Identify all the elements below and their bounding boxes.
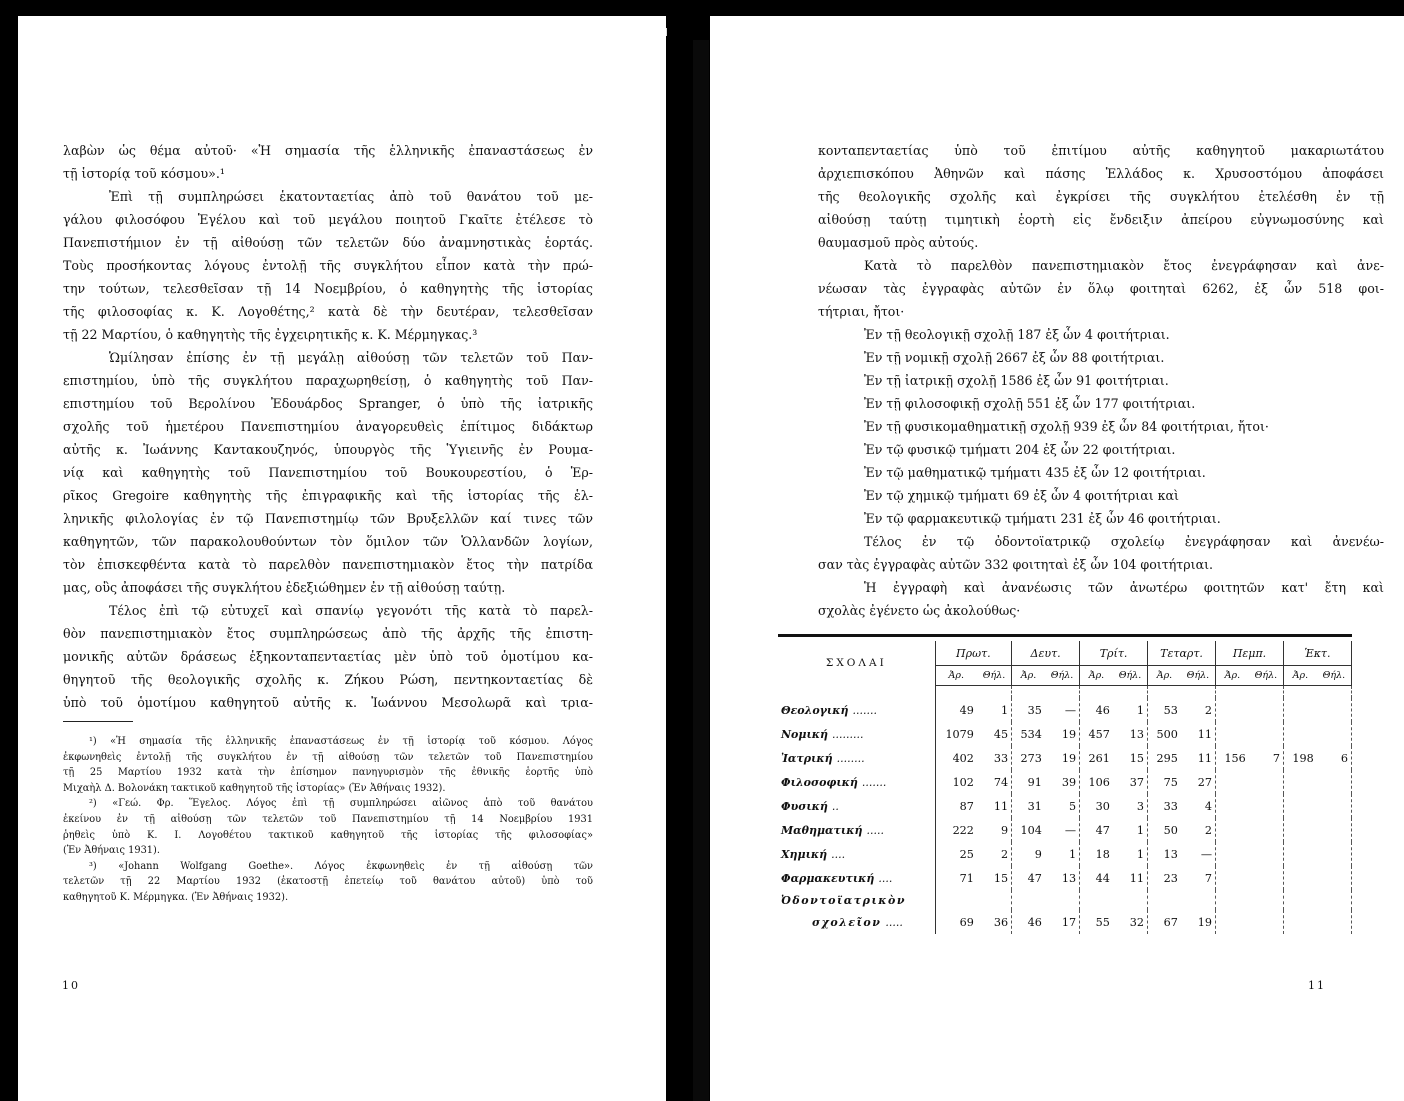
subcolumn-header: Ἀρ. [1080, 666, 1113, 686]
leader-dots: .... [831, 847, 846, 861]
footnote-line: τελετῶν τῇ 22 Μαρτίου 1932 (ἑκατοστῇ ἐπετείῳ τοῦ θανάτου αὐτοῦ) ὑπὸ τοῦ [63, 876, 593, 888]
left-page-text [63, 139, 593, 906]
year-column-header: Τεταρτ. [1148, 641, 1216, 666]
table-row [778, 722, 1352, 746]
table-cell [1283, 910, 1316, 934]
table-cell: 4 [1181, 794, 1216, 818]
year-column-header: Ἑκτ. [1283, 641, 1351, 666]
text-line: ληνικῆς φιλολογίας ἐν τῷ Πανεπιστημίῳ τῶν Βρυξελλῶν καί τινες τῶν [63, 511, 593, 526]
school-name-cell [778, 910, 935, 934]
list-item: Ἐν τῇ φιλοσοφικῇ σχολῇ 551 ἐξ ὧν 177 φοιτήτριαι. [864, 396, 1196, 411]
table-cell: 457 [1088, 727, 1110, 741]
list-item: Ἐν τῷ φυσικῷ τμήματι 204 ἐξ ὧν 22 φοιτήτριαι. [864, 442, 1176, 457]
text-line: λαβὼν ὡς θέμα αὐτοῦ· «Ἡ σημασία τῆς ἑλληνικῆς ἐπαναστάσεως ἐν [63, 143, 593, 158]
table-cell [1249, 866, 1284, 890]
school-name-cell [778, 770, 935, 794]
table-cell: 49 [959, 703, 974, 717]
table-cell: — [1045, 818, 1080, 842]
spacer-cell [1045, 686, 1080, 699]
empty-cell [1012, 890, 1045, 910]
table-cell [1249, 722, 1284, 746]
table-cell: 87 [959, 799, 974, 813]
table-cell: 198 [1292, 751, 1314, 765]
table-cell: 33 [1163, 799, 1178, 813]
table-cell: 15 [977, 866, 1012, 890]
table-cell: 11 [1181, 746, 1216, 770]
empty-cell [1283, 890, 1316, 910]
text-line: κονταπενταετίας ὑπὸ τοῦ ἐπιτίμου αὐτῆς καθηγητοῦ μακαριωτάτου [818, 143, 1384, 158]
list-item: Ἐν τῷ μαθηματικῷ τμήματι 435 ἐξ ὧν 12 φοιτήτριαι. [864, 465, 1206, 480]
school-name-cell [778, 794, 935, 818]
list-item: Ἐν τῇ φυσικομαθηματικῇ σχολῇ 939 ἐξ ὧν 84 φοιτήτριαι, ἤτοι· [864, 419, 1269, 434]
table-cell: 50 [1163, 823, 1178, 837]
empty-cell [1080, 890, 1113, 910]
table-cell: 27 [1181, 770, 1216, 794]
spacer-cell [1080, 686, 1113, 699]
footnote-line: τῇ 25 Μαρτίου 1932 κατὰ τὴν ἐπίσημον πανηγυρισμὸν τῆς ἐθνικῆς ἑορτῆς ὑπὸ [63, 767, 593, 779]
text-line: τῇ 22 Μαρτίου, ὁ καθηγητὴς τῆς ἐγχειρητικῆς κ. Κ. Μέρμηγκας.³ [63, 327, 478, 342]
school-name: Ἰατρική [781, 751, 833, 765]
spacer-cell [1012, 686, 1045, 699]
spacer-cell [1283, 686, 1316, 699]
table-cell [1283, 866, 1316, 890]
table-cell [1216, 842, 1249, 866]
text-line: μονικῆς αὐτῶν δράσεως ἑξηκονταπενταετίας μὲν ὑπὸ τοῦ ὁμοτίμου κα- [63, 649, 593, 664]
footnote-line: ³) «Johann Wolfgang Goethe». Λόγος ἐκφωνηθεὶς ἐν τῇ αἰθούσῃ τῶν [89, 860, 593, 872]
table-cell: 55 [1095, 915, 1110, 929]
empty-cell [1148, 890, 1181, 910]
table-cell: 19 [1181, 910, 1216, 934]
empty-cell [1181, 890, 1216, 910]
leader-dots: ....... [861, 775, 887, 789]
year-column-header: Τρίτ. [1080, 641, 1148, 666]
school-name: Χημική [781, 847, 828, 861]
empty-cell [977, 890, 1012, 910]
table-cell [1216, 910, 1249, 934]
text-line: Τέλος ἐν τῷ ὀδοντοϊατρικῷ σχολείῳ ἐνεγράφησαν καὶ ἀνενέω- [864, 534, 1384, 549]
footnote-line: ἐκείνου ἐν τῇ αἰθούσῃ τῶν τελετῶν τοῦ Πανεπιστημίου τῇ 14 Νοεμβρίου 1931 [63, 813, 593, 825]
table-cell: 13 [1045, 866, 1080, 890]
spacer-cell [778, 686, 935, 699]
table-cell: 37 [1113, 770, 1148, 794]
table-cell: 75 [1163, 775, 1178, 789]
table-cell: 500 [1156, 727, 1178, 741]
empty-cell [1216, 890, 1249, 910]
table-cell: 402 [952, 751, 974, 765]
empty-cell [935, 890, 977, 910]
footnote-line: ἐκφωνηθεὶς ἐντολῇ τῆς συγκλήτου ἐν τῇ αἰθούσῃ τῶν τελετῶν τοῦ Πανεπιστημίου [63, 751, 593, 763]
table-cell [1317, 818, 1352, 842]
school-name: σχολεῖον [812, 915, 882, 929]
text-line: τήτριαι, ἤτοι· [818, 304, 905, 319]
right-paragraphs [818, 139, 1384, 323]
table-cell [1216, 770, 1249, 794]
table-cell: 106 [1088, 775, 1110, 789]
year-column-header: Πρωτ. [935, 641, 1011, 666]
text-line: Τέλος ἐπὶ τῷ εὐτυχεῖ καὶ σπανίῳ γεγονότι τῆς κατὰ τὸ παρελ- [109, 603, 593, 618]
table-cell: — [1181, 842, 1216, 866]
text-line: Κατὰ τὸ παρελθὸν πανεπιστημιακὸν ἔτος ἐνεγράφησαν καὶ ἀνε- [864, 258, 1384, 273]
subcolumn-header: Θήλ. [977, 666, 1012, 686]
table-cell [1317, 770, 1352, 794]
table-cell: 2 [977, 842, 1012, 866]
subcolumn-header: Θήλ. [1249, 666, 1284, 686]
leader-dots: ..... [866, 823, 884, 837]
text-line: μας, οὓς ἀποφάσει τῆς συγκλήτου ἐδεξιώθημεν ἐν τῇ αἰθούσῃ ταύτῃ. [63, 580, 506, 595]
table-cell: 3 [1113, 794, 1148, 818]
table-cell: 1 [1113, 818, 1148, 842]
text-line: τὸν ἐπισκεφθέντα κατὰ τὸ παρελθὸν πανεπιστημιακὸν ἔτος τὴν πατρίδα [63, 557, 593, 572]
table-cell: 104 [1020, 823, 1042, 837]
school-name-cell [778, 722, 935, 746]
subcolumn-header: Ἀρ. [1012, 666, 1045, 686]
school-name: Θεολογική [781, 703, 849, 717]
text-line: τῇ ἱστορίᾳ τοῦ κόσμου».¹ [63, 166, 225, 181]
table-row [778, 818, 1352, 842]
footnote-line: ¹) «Ἡ σημασία τῆς ἑλληνικῆς ἐπαναστάσεως ἐν τῇ ἱστορίᾳ τοῦ κόσμου. Λόγος [89, 736, 593, 747]
table-cell: 295 [1156, 751, 1178, 765]
table-cell: 9 [977, 818, 1012, 842]
table-cell: 46 [1095, 703, 1110, 717]
subcolumn-header: Θήλ. [1045, 666, 1080, 686]
list-item: Ἐν τῇ θεολογικῇ σχολῇ 187 ἐξ ὧν 4 φοιτήτριαι. [864, 327, 1170, 342]
table-cell: 30 [1095, 799, 1110, 813]
leader-dots: ..... [885, 915, 903, 929]
table-cell [1283, 698, 1316, 722]
text-line: Ἡ ἐγγραφὴ καὶ ἀνανέωσις τῶν ἀνωτέρω φοιτητῶν κατ' ἔτη καὶ [864, 580, 1384, 595]
leader-dots: ........ [836, 751, 865, 765]
empty-cell [1113, 890, 1148, 910]
table-cell: 67 [1163, 915, 1178, 929]
table-cell [1216, 866, 1249, 890]
year-column-header: Δευτ. [1012, 641, 1080, 666]
table-cell: 1 [1113, 698, 1148, 722]
text-line: θὸν πανεπιστημιακὸν ἔτος συμπληρώσεως ἀπὸ τῆς ἀρχῆς τῆς ἐπιστη- [63, 626, 593, 641]
table-cell: 47 [1027, 871, 1042, 885]
school-name: Φιλοσοφική [781, 775, 858, 789]
empty-cell [1045, 890, 1080, 910]
school-name-cell [778, 746, 935, 770]
text-line: Ὡμίλησαν ἐπίσης ἐν τῇ μεγάλῃ αἰθούσῃ τῶν τελετῶν τοῦ Παν- [109, 350, 593, 365]
table-cell: 32 [1113, 910, 1148, 934]
spine-shadow [693, 40, 709, 1101]
table-cell: 11 [1181, 722, 1216, 746]
school-name-cell [778, 818, 935, 842]
table-spacer-row [778, 686, 1352, 699]
table-cell: 15 [1113, 746, 1148, 770]
table-header-row [778, 641, 1352, 666]
table-cell: 2 [1181, 698, 1216, 722]
subcolumn-header: Ἀρ. [935, 666, 977, 686]
left-paragraphs [63, 139, 593, 714]
school-name: Μαθηματική [781, 823, 863, 837]
table-cell: 39 [1045, 770, 1080, 794]
table-cell [1216, 698, 1249, 722]
table-cell [1249, 794, 1284, 818]
footnote-line: ῥηθεὶς ὑπὸ Κ. Ι. Λογοθέτου τακτικοῦ καθηγητοῦ τῆς ἱστορίας τῆς φιλοσοφίας» [63, 829, 593, 841]
table-cell [1317, 794, 1352, 818]
table-cell: 17 [1045, 910, 1080, 934]
table-cell: 74 [977, 770, 1012, 794]
list-item: Ἐν τῇ ἰατρικῇ σχολῇ 1586 ἐξ ὧν 91 φοιτήτριαι. [864, 373, 1169, 388]
school-name-cell [778, 698, 935, 722]
empty-cell [1317, 890, 1352, 910]
table-cell: 1 [977, 698, 1012, 722]
text-line: καθηγητῶν, τῶν παρακολουθούντων τὸν ὅμιλον τῶν Ὁλλανδῶν λογίων, [63, 534, 593, 549]
table-cell: 91 [1027, 775, 1042, 789]
table-cell: 9 [1034, 847, 1042, 861]
list-item: Ἐν τῷ χημικῷ τμήματι 69 ἐξ ὧν 4 φοιτήτριαι καὶ [864, 488, 1179, 503]
table-row [778, 890, 1352, 910]
table-cell [1216, 818, 1249, 842]
list-item: Ἐν τῇ νομικῇ σχολῇ 2667 ἐξ ὧν 88 φοιτήτριαι. [864, 350, 1165, 365]
table-cell [1283, 794, 1316, 818]
list-item: Ἐν τῷ φαρμακευτικῷ τμήματι 231 ἐξ ὧν 46 φοιτήτριαι. [864, 511, 1221, 526]
leader-dots: ....... [852, 703, 877, 717]
year-column-header: Πεμπ. [1216, 641, 1284, 666]
table-cell: 33 [977, 746, 1012, 770]
table-cell [1249, 770, 1284, 794]
spacer-cell [935, 686, 977, 699]
table-cell: 19 [1045, 746, 1080, 770]
table-cell: 18 [1095, 847, 1110, 861]
table-cell [1317, 910, 1352, 934]
table-cell: 102 [952, 775, 974, 789]
table-cell [1249, 818, 1284, 842]
table-row [778, 842, 1352, 866]
text-line: σχολὰς ἐγένετο ὡς ἀκολούθως· [818, 603, 1021, 618]
table-cell: 23 [1163, 871, 1178, 885]
left-page [18, 16, 666, 1101]
schools-column-header: ΣΧΟΛΑΙ [778, 641, 935, 686]
table-cell: 19 [1045, 722, 1080, 746]
table-cell: 261 [1088, 751, 1110, 765]
table-cell: 46 [1027, 915, 1042, 929]
table-cell: 11 [977, 794, 1012, 818]
text-line: ὑπὸ τοῦ ὁμοτίμου καθηγητοῦ αὐτῆς κ. Ἰωάννου Μεσολωρᾶ καὶ τρια- [63, 695, 593, 710]
table-cell: 36 [977, 910, 1012, 934]
text-line: επιστημίου, ὑπὸ τῆς συγκλήτου παραχωρηθείσῃ, ὁ καθηγητὴς τοῦ Παν- [63, 373, 593, 388]
table-top-rule [778, 634, 1352, 637]
page-number-right: 11 [1308, 979, 1326, 992]
table-cell [1283, 770, 1316, 794]
right-page-text [818, 139, 1384, 622]
table-cell [1216, 722, 1249, 746]
table-row [778, 770, 1352, 794]
text-line: Πανεπιστήμιον ἐν τῇ αἰθούσῃ τῶν τελετῶν δύο ἀναμνηστικὰς ἑορτάς. [63, 235, 593, 250]
text-line: γάλου φιλοσόφου Ἑγέλου καὶ τοῦ μεγάλου ποιητοῦ Γκαῖτε ἐτέλεσε τὸ [63, 212, 593, 227]
spacer-cell [1317, 686, 1352, 699]
school-name-cell [778, 890, 935, 910]
table-cell [1283, 722, 1316, 746]
table-cell: 47 [1095, 823, 1110, 837]
text-line: τῆς θεολογικῆς σχολῆς καὶ ἐγκρίσει τῆς συγκλήτου ἐτελέσθη ἐν τῇ [818, 189, 1384, 204]
table-cell: 2 [1181, 818, 1216, 842]
text-line: θηγητοῦ τῆς θεολογικῆς σχολῆς κ. Ζήκου Ρώση, πεντηκονταετίας δὲ [63, 672, 593, 687]
table-cell: 1 [1113, 842, 1148, 866]
subcolumn-header: Ἀρ. [1283, 666, 1316, 686]
closing-paragraph [818, 530, 1384, 622]
spacer-cell [977, 686, 1012, 699]
school-name: Φαρμακευτική [781, 871, 875, 885]
school-name-cell [778, 842, 935, 866]
table-row [778, 866, 1352, 890]
text-line: αὐτῆς κ. Ἰωάννης Καντακουζηνός, ὑπουργὸς τῆς Ὑγιεινῆς ἐν Ρουμα- [63, 442, 593, 457]
footnote-rule [63, 721, 133, 722]
table-cell: 5 [1045, 794, 1080, 818]
school-name: Φυσική [781, 799, 828, 813]
text-line: επιστημίου τοῦ Βερολίνου Ἐδουάρδος Spranger, ὁ ὑπὸ τῆς ἰατρικῆς [63, 396, 593, 411]
spacer-cell [1249, 686, 1284, 699]
table-cell [1283, 818, 1316, 842]
text-line: θαυμασμοῦ πρὸς αὐτούς. [818, 235, 979, 250]
right-page [710, 16, 1404, 1101]
text-line: νίᾳ καὶ καθηγητὴς τοῦ Πανεπιστημίου τοῦ Βουκουρεστίου, ὁ Ἑρ- [63, 465, 593, 480]
table-cell [1249, 910, 1284, 934]
table-cell: 534 [1020, 727, 1042, 741]
table-cell: 45 [977, 722, 1012, 746]
text-line: νέωσαν τὰς ἐγγραφὰς αὐτῶν ἐν ὅλῳ φοιτηταὶ 6262, ἐξ ὧν 518 φοι- [818, 281, 1384, 296]
table-cell: 222 [952, 823, 974, 837]
text-line: τῆς φιλοσοφίας κ. Κ. Λογοθέτης,² κατὰ δὲ τὴν δευτέραν, τελεσθεῖσαν [63, 304, 593, 319]
leader-dots: ......... [832, 727, 864, 741]
table-cell: 7 [1249, 746, 1284, 770]
subcolumn-header: Ἀρ. [1148, 666, 1181, 686]
table-cell: 156 [1224, 751, 1246, 765]
table-cell [1283, 842, 1316, 866]
text-line: σχολῆς τοῦ ἡμετέρου Πανεπιστημίου ἀναγορευθεὶς ἐπίτιμος διδάκτωρ [63, 419, 593, 434]
school-name: Νομική [781, 727, 829, 741]
table-cell: 7 [1181, 866, 1216, 890]
table-cell [1317, 722, 1352, 746]
subcolumn-header: Θήλ. [1181, 666, 1216, 686]
footnote-line: Μιχαὴλ Δ. Βολονάκη τακτικοῦ καθηγητοῦ τῆς ἱστορίας» (Ἐν Ἀθήναις 1932). [63, 782, 446, 794]
text-line: σαν τὰς ἐγγραφὰς αὐτῶν 332 φοιτηταὶ ἐξ ὧν 104 φοιτήτριαι. [818, 557, 1214, 572]
table-row [778, 910, 1352, 934]
table-cell [1249, 842, 1284, 866]
left-footnotes [63, 734, 593, 906]
table-cell [1317, 866, 1352, 890]
stats-table [778, 641, 1352, 934]
subcolumn-header: Θήλ. [1113, 666, 1148, 686]
table-row [778, 794, 1352, 818]
leader-dots: .... [878, 871, 893, 885]
empty-cell [1249, 890, 1284, 910]
table-cell: 69 [959, 915, 974, 929]
table-cell: 273 [1020, 751, 1042, 765]
footnote-line: (Ἐν Ἀθήναις 1931). [63, 845, 160, 857]
subcolumn-header: Ἀρ. [1216, 666, 1249, 686]
table-cell [1317, 842, 1352, 866]
table-cell: 13 [1163, 847, 1178, 861]
text-line: Ἐπὶ τῇ συμπληρώσει ἑκατονταετίας ἀπὸ τοῦ θανάτου τοῦ με- [109, 189, 593, 204]
table-cell [1249, 698, 1284, 722]
table-cell: 11 [1113, 866, 1148, 890]
text-line: ἀρχιεπισκόπου Ἀθηνῶν καὶ πάσης Ἑλλάδος κ. Χρυσοστόμου ἀποφάσει [818, 166, 1384, 181]
table-cell: 1 [1045, 842, 1080, 866]
table-cell [1216, 794, 1249, 818]
leader-dots: .. [831, 799, 839, 813]
enrollment-table [778, 634, 1352, 934]
spacer-cell [1113, 686, 1148, 699]
table-row [778, 698, 1352, 722]
footnote-line: ²) «Γεώ. Φρ. Ἕγελος. Λόγος ἐπὶ τῇ συμπληρώσει αἰῶνος ἀπὸ τοῦ θανάτου [89, 798, 593, 810]
table-cell: 53 [1163, 703, 1178, 717]
table-cell: 35 [1027, 703, 1042, 717]
table-row [778, 746, 1352, 770]
table-body [778, 686, 1352, 935]
school-name: Ὀδοντοϊατρικὸν [781, 893, 906, 907]
text-line: την τούτων, τελεσθεῖσαν τῇ 14 Νοεμβρίου, ὁ καθηγητὴς τῆς ἱστορίας [63, 281, 593, 296]
enrollment-list [818, 323, 1384, 530]
table-cell [1317, 698, 1352, 722]
school-name-cell [778, 866, 935, 890]
table-cell: 25 [959, 847, 974, 861]
table-cell: 1079 [945, 727, 974, 741]
subcolumn-header: Θήλ. [1317, 666, 1352, 686]
spacer-cell [1216, 686, 1249, 699]
text-line: αἰθούσῃ ταύτῃ τιμητικὴ ἑορτὴ εἰς ἔνδειξιν ἀπείρου εὐγνωμοσύνης καὶ [818, 212, 1384, 227]
spacer-cell [1148, 686, 1181, 699]
text-line: ρῖκος Gregoire καθηγητὴς τῆς ἐπιγραφικῆς καὶ τῆς ἱστορίας τῆς ἑλ- [63, 488, 593, 503]
table-cell: 13 [1113, 722, 1148, 746]
page-number-left: 10 [62, 979, 80, 992]
table-cell: 71 [959, 871, 974, 885]
spacer-cell [1181, 686, 1216, 699]
table-cell: 44 [1095, 871, 1110, 885]
table-cell: — [1045, 698, 1080, 722]
text-line: Τοὺς προσήκοντας λόγους ἐντολῇ τῆς συγκλήτου εἶπον κατὰ τὴν πρώ- [63, 258, 593, 273]
footnote-line: καθηγητοῦ Κ. Μέρμηγκα. (Ἐν Ἀθήναις 1932). [63, 891, 289, 903]
table-cell: 31 [1027, 799, 1042, 813]
table-cell: 6 [1317, 746, 1352, 770]
